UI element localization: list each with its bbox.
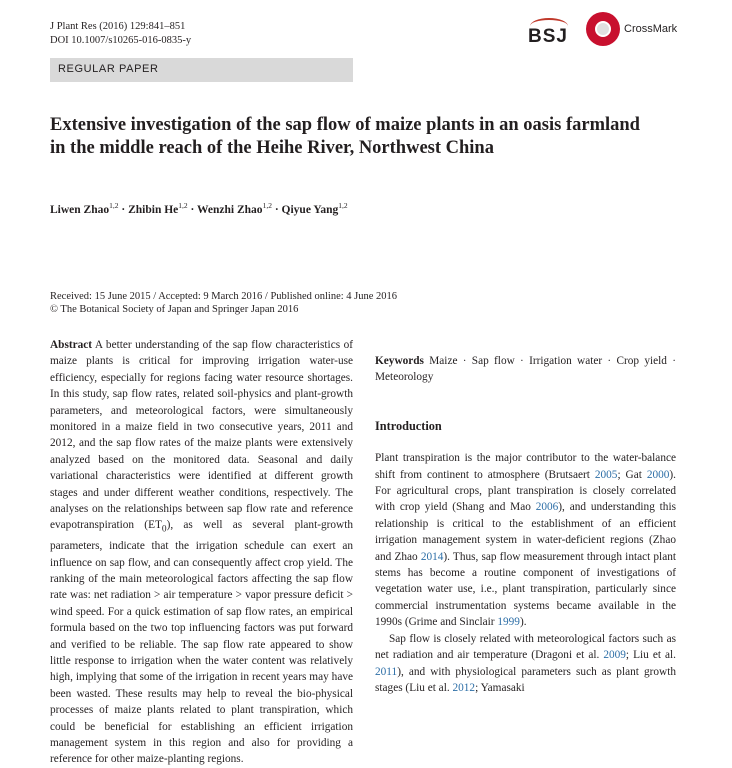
paragraph-text: ; Yamasaki — [475, 681, 525, 694]
author-separator: · — [118, 203, 129, 216]
abstract-text-2: ), as well as several plant-growth parameters, indicate that the irrigation schedule can exert an influence on sap flow, and can consequently affect crop yield. The ranking of the main meteorological factors affecting the sap flow rate was: net radiation > air temperature > vapor pressure deficit > wind speed. For a quick estimation of sap flow rates, an empirical formula based on the two top influencing factors was put forward and verified to be reliable. The sap flow rate appeared to show little response to irrigation when the water content was relatively high, implying that some of the irrigation in recent years may have been wasted. These results may help to reveal the bio-physical processes of maize plants related to plant transpiration, which could be beneficial for establishing an efficient irrigation management system in this region and also for providing a reference for other maize-planting regions. — [50, 519, 353, 766]
crossmark-icon[interactable] — [586, 12, 620, 46]
citation-link[interactable]: 2009 — [603, 649, 626, 662]
left-column — [50, 337, 353, 768]
crossmark-label[interactable]: CrossMark — [624, 23, 678, 35]
doi-link[interactable]: DOI 10.1007/s10265-016-0835-y — [50, 35, 192, 46]
paragraph-text: ). Thus, sap flow measurement through intact plant stems has become a routine component of investigations of vegetation water use, i.e., plant transpiration, particularly since commercial instrumentation systems became available in the 1990s (Grime and Sinclair — [375, 550, 677, 629]
publication-dates — [50, 290, 397, 316]
citation-link[interactable]: 2005 — [594, 468, 618, 481]
abstract-text-1: A better understanding of the sap flow characteristics of maize plants is critical for improving irrigation water-use efficiency, especially for regions facing water resource shortages. In this study, sap flow rates, related soil-physics and plant-growth parameters, and meteorological factors, were simultaneously monitored in a maize field in two consecutive years, 2011 and 2012, and the sap flow rates of the maize plants were extensively analyzed based on the monitored data. Seasonal and daily variational characteristics were identified at different growth stages and under different weather conditions, respectively. The analyses on the relationships between sap flow rate and reference evapotranspiration (ET — [50, 339, 353, 532]
introduction-heading: Introduction — [375, 418, 442, 433]
abstract-label: Abstract — [50, 339, 93, 351]
paragraph-text: ; Liu et al. — [625, 649, 676, 662]
citation-link[interactable]: 2006 — [535, 501, 559, 514]
author-name[interactable]: Qiyue Yang — [281, 203, 339, 216]
citation-link[interactable]: 2012 — [452, 681, 476, 694]
paragraph-text: Sap flow is closely related with meteorological factors such as net radiation and air temperature (Dragoni et al. — [375, 632, 676, 662]
paragraph-text: ). — [519, 616, 527, 629]
keywords-text: Maize · Sap flow · Irrigation water · Crop yield · Meteorology — [375, 355, 676, 384]
journal-meta — [50, 20, 191, 48]
abstract — [50, 337, 353, 768]
paragraph-text: ). For agricultural crops, plant transpiration is closely correlated with crop yield (Shang and Mao — [375, 468, 676, 514]
introduction-paragraph-1 — [375, 450, 676, 630]
author-separator: · — [187, 203, 198, 216]
article-type-banner — [50, 58, 353, 82]
keywords — [375, 353, 676, 386]
publisher-logos — [528, 12, 688, 52]
author-name[interactable]: Liwen Zhao — [50, 203, 110, 216]
author-affiliation: 1,2 — [262, 201, 272, 210]
author-name[interactable]: Zhibin He — [128, 203, 179, 216]
author-affiliation: 1,2 — [338, 201, 348, 210]
citation-link[interactable]: 2011 — [375, 665, 398, 678]
author-list — [50, 201, 348, 216]
paragraph-text: ), and understanding this relationship is critical to the establishment of an efficient irrigation management system in water-deficient regions (Zhao and Zhao — [375, 501, 676, 563]
bsj-logo: BSJ — [528, 26, 568, 47]
citation-link[interactable]: 1999 — [497, 616, 520, 629]
author-affiliation: 1,2 — [109, 201, 119, 210]
article-title: Extensive investigation of the sap flow of maize plants in an oasis farmland in the middle reach of the Heihe River, Northwest China — [50, 115, 640, 158]
paragraph-text: ; Gat — [617, 468, 647, 481]
citation-link[interactable]: 2014 — [420, 550, 444, 563]
author-name[interactable]: Wenzhi Zhao — [197, 203, 263, 216]
article-type-label: REGULAR PAPER — [58, 63, 159, 75]
copyright-line: © The Botanical Society of Japan and Springer Japan 2016 — [50, 304, 299, 315]
author-affiliation: 1,2 — [178, 201, 188, 210]
paragraph-text: ), and with physiological parameters such as plant growth stages (Liu et al. — [375, 665, 676, 694]
history-dates: Received: 15 June 2015 / Accepted: 9 March 2016 / Published online: 4 June 2016 — [50, 291, 398, 302]
paragraph-text: Plant transpiration is the major contributor to the water-balance shift from continent to atmosphere (Brutsaert — [375, 452, 676, 481]
keywords-label: Keywords — [375, 355, 424, 367]
introduction-paragraph-2 — [375, 631, 676, 697]
author-separator: · — [271, 203, 282, 216]
abstract-subscript: 0 — [161, 524, 167, 535]
citation-link[interactable]: 2000 — [646, 468, 670, 481]
journal-citation: J Plant Res (2016) 129:841–851 — [50, 21, 186, 32]
right-column — [375, 337, 676, 696]
